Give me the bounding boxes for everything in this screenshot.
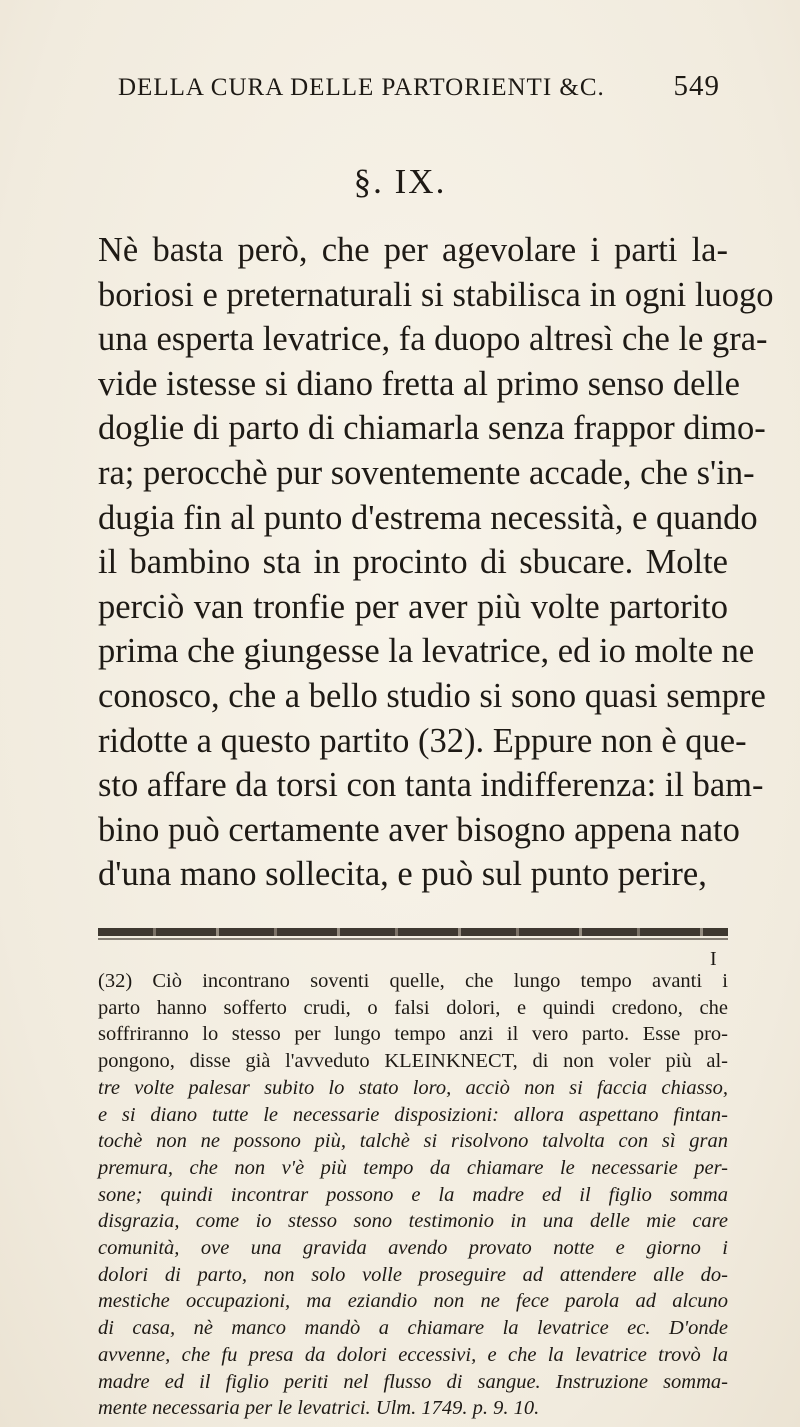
text-line: doglie di parto di chiamarla senza frappor dimo- [98,409,766,448]
footnote-line: mente necessaria per le levatrici. Ulm. 1749. p. 9. 10. [98,1397,540,1420]
text-line: una esperta levatrice, fa duopo altresì che le gra- [98,320,768,359]
text-line: il bambino sta in procinto di sbucare. Molte [98,543,728,582]
footnote-line: parto hanno sofferto crudi, o falsi dolori, e quindi credono, che [98,996,728,1019]
footnote-line: madre ed il figlio periti nel flusso di sangue. Instruzione somma- [98,1370,728,1393]
text-line: d'una mano sollecita, e può sul punto perire, [98,855,707,894]
footnote-line: tochè non ne possono più, talchè si risolvono talvolta con sì gran [98,1130,728,1153]
footnote-separator-underline [98,938,728,940]
page-number: 549 [673,70,720,102]
footnote-line: e si diano tutte le necessarie disposizioni: allora aspettano fintan- [98,1103,728,1126]
text-line: dugia fin al punto d'estrema necessità, e quando [98,498,758,537]
footnote-line: mestiche occupazioni, ma eziandio non ne fece parola ad alcuno [98,1290,728,1313]
footnote-line: soffriranno lo stesso per lungo tempo anzi il vero parto. Esse pro- [98,1023,728,1046]
footnote-line: dolori di parto, non solo volle proseguire ad attendere alle do- [98,1263,728,1286]
footnote-line: avvenne, che fu presa da dolori eccessivi, e che la levatrice trovò la [98,1343,728,1366]
footnote-line: pongono, disse già l'avveduto KLEINKNECT, di non voler più al- [98,1050,728,1073]
text-line: prima che giungesse la levatrice, ed io molte ne [98,632,755,671]
footnote-line: (32) Ciò incontrano soventi quelle, che lungo tempo avanti i [98,970,728,992]
footnote-line: sone; quindi incontrar possono e la madre ed il figlio somma [98,1183,728,1206]
footnote-line: premura, che non v'è più tempo da chiamare le necessarie per- [98,1156,728,1179]
footnote-line: disgrazia, come io stesso sono testimonio in una delle mie care [98,1210,728,1233]
text-line: bino può certamente aver bisogno appena nato [98,810,740,849]
text-line: perciò van tronfie per aver più volte partorito [98,587,728,626]
text-line: Nè basta però, che per agevolare i parti la- [98,231,728,269]
text-line: sto affare da torsi con tanta indifferenza: il bam- [98,766,764,805]
text-line: vide istesse si diano fretta al primo senso delle [98,364,740,403]
footnote-line: tre volte palesar subito lo stato loro, acciò non si faccia chiasso, [98,1076,728,1099]
footnote-line: di casa, nè manco mandò a chiamare la levatrice ec. D'onde [98,1317,728,1340]
text-line: boriosi e preternaturali si stabilisca in ogni luogo [98,275,774,314]
signature-mark: I [710,948,717,970]
footnote-separator-rule [98,928,728,936]
section-heading: §. IX. [353,162,447,201]
text-line: ridotte a questo partito (32). Eppure non è que- [98,721,747,760]
footnote-line: comunità, ove una gravida avendo provato notte e giorno i [98,1237,728,1260]
running-head: DELLA CURA DELLE PARTORIENTI &C. [118,74,605,101]
page-header [118,70,718,118]
footnote [98,968,728,1422]
text-line: ra; perocchè pur soventemente accade, che s'in- [98,453,755,492]
main-text [98,228,774,897]
text-line: conosco, che a bello studio si sono quasi sempre [98,676,766,715]
